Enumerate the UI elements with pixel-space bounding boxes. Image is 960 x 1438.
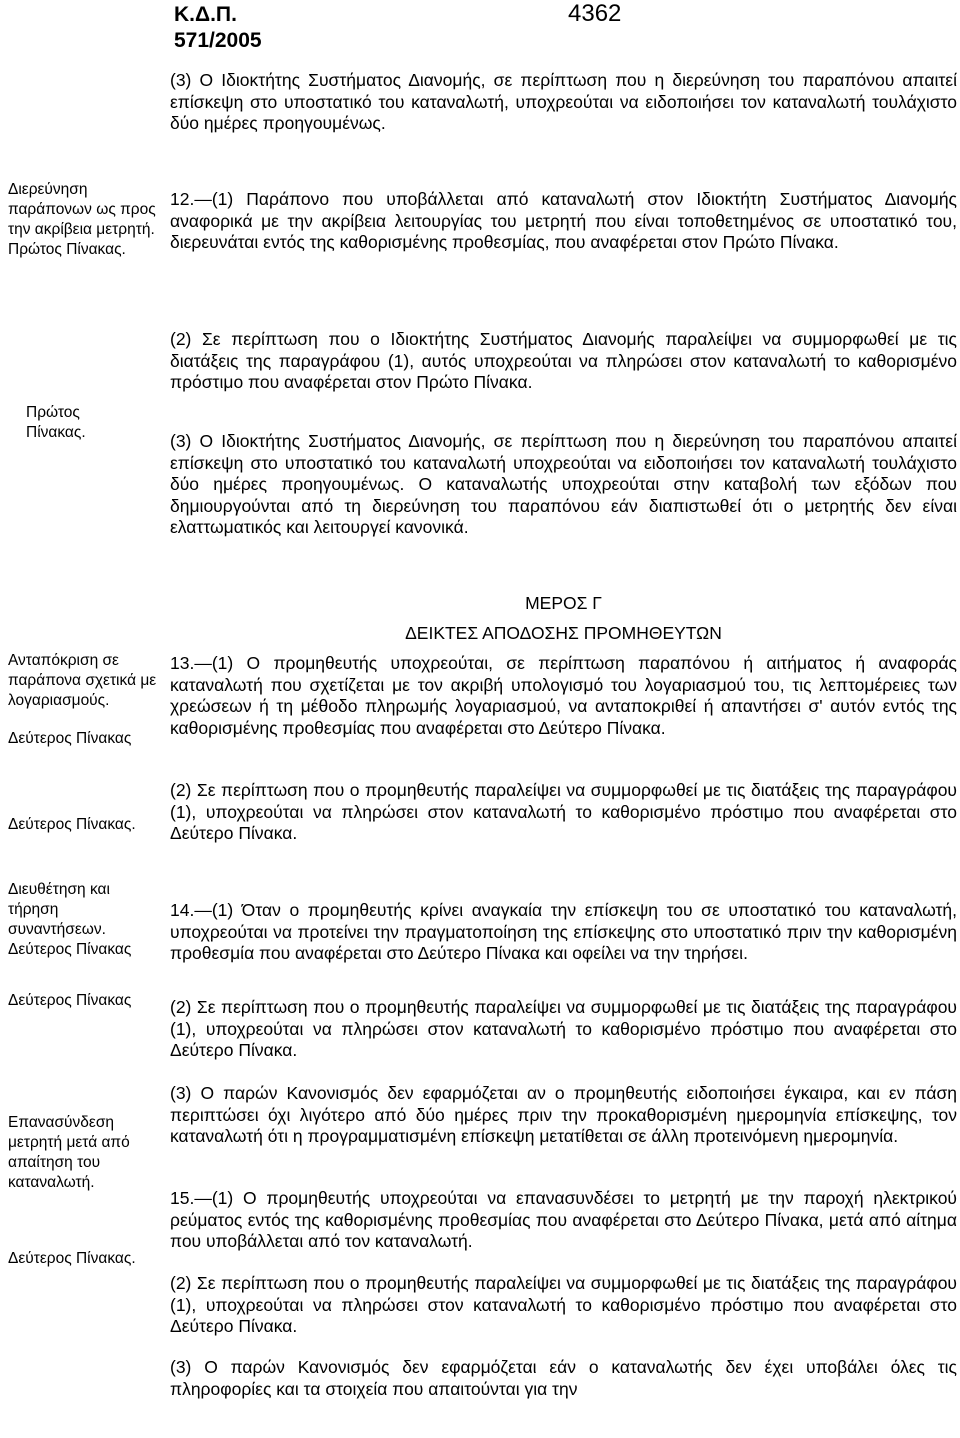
paragraph: 14.—(1) Όταν ο προμηθευτής κρίνει αναγκαία την επίσκεψη του σε υποστατικό του καταναλωτή, υποχρεούται να προτείνει την πραγματοποίηση της επίσκεψης στο υποστατικό πριν την καθορισμένη προθεσμία που αναφέρεται στο Δεύτερο Πίνακα και οφείλει να την τηρήσει.	[170, 900, 957, 963]
paragraph: (2) Σε περίπτωση που ο Ιδιοκτήτης Συστήματος Διανομής παραλείψει να συμμορφωθεί με τις διατάξεις της παραγράφου (1), αυτός υποχρεούται να πληρώσει στον καταναλωτή το καθορισμένο πρόστιμο που αναφέρεται στον Πρώτο Πίνακα.	[170, 329, 957, 392]
section-title: ΔΕΙΚΤΕΣ ΑΠΟΔΟΣΗΣ ΠΡΟΜΗΘΕΥΤΩΝ	[405, 623, 722, 643]
margin-note: Επανασύνδεση μετρητή μετά από απαίτηση του καταναλωτή.	[8, 1114, 130, 1191]
margin-note: Δεύτερος Πίνακας	[8, 992, 132, 1009]
margin-note: Διερεύνηση παράπονων ως προς την ακρίβεια μετρητή. Πρώτος Πίνακας.	[8, 181, 156, 258]
document-reference	[174, 2, 262, 54]
margin-note: Πρώτος Πίνακας.	[26, 404, 86, 441]
page-number: 4362	[568, 0, 622, 27]
paragraph: (3) Ο παρών Κανονισμός δεν εφαρμόζεται αν ο προμηθευτής ειδοποιήσει έγκαιρα, και εν πάση περιπτώσει όχι λιγότερο από δύο ημέρες πριν την προκαθορισμένη ημερομηνία επίσκεψης, τον καταναλωτή ότι η προγραμματισμένη επίσκεψη μετατίθεται σε άλλη προτεινόμενη ημερομηνία.	[170, 1083, 957, 1146]
margin-note: Δεύτερος Πίνακας.	[8, 816, 136, 833]
margin-note: Δεύτερος Πίνακας	[8, 730, 132, 747]
paragraph: (3) Ο Ιδιοκτήτης Συστήματος Διανομής, σε περίπτωση που η διερεύνηση του παραπόνου απαιτεί επίσκεψη στο υποστατικό του καταναλωτή, υποχρεούται να ειδοποιήσει τον καταναλωτή τουλάχιστο δύο ημέρες προηγουμένως.	[170, 70, 957, 133]
paragraph: 12.—(1) Παράπονο που υποβάλλεται από καταναλωτή στον Ιδιοκτήτη Συστήματος Διανομής αναφορικά με την ακρίβεια λειτουργίας του μετρητή που είναι τοποθετημένος σε υποστατικό του, διερευνάται εντός της καθορισμένης προθεσμίας, που αναφέρεται στον Πρώτο Πίνακα.	[170, 189, 957, 252]
document-number: 571/2005	[174, 29, 262, 52]
paragraph: 15.—(1) Ο προμηθευτής υποχρεούται να επανασυνδέσει το μετρητή με την παροχή ηλεκτρικού ρεύματος εντός της καθορισμένης προθεσμίας που αναφέρεται στο Δεύτερο Πίνακα, μετά από αίτημα που υποβάλλεται από τον καταναλωτή.	[170, 1188, 957, 1251]
page-header	[174, 0, 960, 50]
paragraph: (2) Σε περίπτωση που ο προμηθευτής παραλείψει να συμμορφωθεί με τις διατάξεις της παραγράφου (1), υποχρεούται να πληρώσει στον καταναλωτή το καθορισμένο πρόστιμο που αναφέρεται στο Δεύτερο Πίνακα.	[170, 1273, 957, 1336]
paragraph: (3) Ο Ιδιοκτήτης Συστήματος Διανομής, σε περίπτωση που η διερεύνηση του παραπόνου απαιτεί επίσκεψη στο υποστατικό του καταναλωτή υποχρεούται να ειδοποιήσει τον καταναλωτή τουλάχιστο δύο ημέρες προηγουμένως. Ο καταναλωτής υποχρεούται στην καταβολή των εξόδων που δημιουργούνται από τη διερεύνηση του παραπόνου εάν διαπιστωθεί ότι ο μετρητής δεν είναι ελαττωματικός και λειτουργεί κανονικά.	[170, 431, 957, 537]
paragraph: (3) Ο παρών Κανονισμός δεν εφαρμόζεται εάν ο καταναλωτής δεν έχει υποβάλει όλες τις πληροφορίες και τα στοιχεία που απαιτούνται για την	[170, 1357, 957, 1399]
document-code: Κ.Δ.Π.	[174, 3, 237, 26]
paragraph: (2) Σε περίπτωση που ο προμηθευτής παραλείψει να συμμορφωθεί με τις διατάξεις της παραγράφου (1), υποχρεούται να πληρώσει στον καταναλωτή το καθορισμένο πρόστιμο που αναφέρεται στο Δεύτερο Πίνακα.	[170, 780, 957, 843]
margin-note: Ανταπόκριση σε παράπονα σχετικά με λογαριασμούς.	[8, 652, 157, 709]
paragraph: 13.—(1) Ο προμηθευτής υποχρεούται, σε περίπτωση παραπόνου ή αιτήματος ή αναφοράς καταναλωτή που σχετίζεται με τον ακριβή υπολογισμό του λογαριασμού του, τις λεπτομέρειες των χρεώσεων ή τη μέθοδο πληρωμής λογαριασμού, να ανταποκριθεί ή απαντήσει σ' αυτόν εντός της καθορισμένης προθεσμίας που αναφέρεται στο Δεύτερο Πίνακα.	[170, 653, 957, 738]
paragraph: (2) Σε περίπτωση που ο προμηθευτής παραλείψει να συμμορφωθεί με τις διατάξεις της παραγράφου (1), υποχρεούται να πληρώσει στον καταναλωτή το καθορισμένο πρόστιμο που αναφέρεται στο Δεύτερο Πίνακα.	[170, 997, 957, 1060]
margin-notes	[0, 0, 162, 1438]
margin-note: Διευθέτηση και τήρηση συναντήσεων. Δεύτερος Πίνακας	[8, 881, 132, 958]
margin-note: Δεύτερος Πίνακας.	[8, 1250, 136, 1267]
part-heading: ΜΕΡΟΣ Γ	[525, 593, 602, 613]
